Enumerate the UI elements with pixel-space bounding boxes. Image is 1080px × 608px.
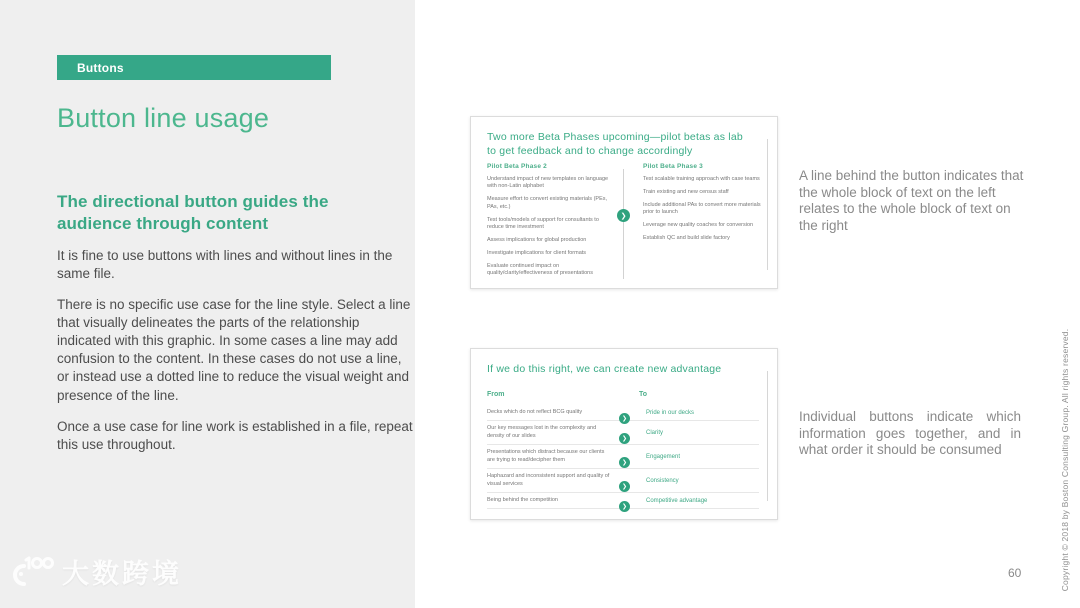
list-item: Test scalable training approach with case teams [643, 176, 760, 182]
body-paragraph: There is no specific use case for the line style. Select a line that visually delineates the parts of the relationship indicated with this graphic. In some cases a line may add confusion to the content. In these cases do not use a line, or instead use a dotted line to reduce the visual weight and presence of the line. [57, 297, 411, 403]
to-cell: Consistency [646, 477, 679, 484]
slide1-right-header: Pilot Beta Phase 3 [643, 163, 703, 170]
thumbnail-side-copyright-mark [767, 371, 768, 501]
list-item: Establish QC and build slide factory [643, 235, 730, 242]
directional-button-chevron-icon: ❯ [617, 209, 630, 222]
to-cell: Pride in our decks [646, 409, 695, 416]
to-cell: Clarity [646, 429, 664, 436]
list-item: Evaluate continued impact on quality/clarity/effectiveness of presentations [487, 262, 593, 277]
list-item: Investigate implications for client formats [487, 249, 587, 256]
from-cell: Presentations which distract because our clients are trying to read/decipher them [487, 449, 605, 463]
page-number: 60 [1008, 566, 1022, 580]
button-chevron-icon: ❯ [619, 481, 630, 492]
slide1-thumbnail [470, 116, 778, 289]
slide1-title: Two more Beta Phases upcoming—pilot betas as lab to get feedback and to change accordingly [487, 131, 743, 158]
thumbnail-side-copyright-mark [767, 139, 768, 270]
from-cell: Decks which do not reflect BCG quality [487, 409, 583, 415]
button-line [623, 169, 624, 279]
from-cell: Our key messages lost in the complexity and density of our slides [487, 425, 597, 439]
watermark [10, 552, 182, 591]
table-row [487, 445, 759, 469]
list-item: Assess implications for global production [487, 237, 587, 244]
table-row [487, 421, 759, 445]
annotation-line-button: A line behind the button indicates that the whole block of text on the left relates to the whole block of text on the right [799, 168, 1024, 233]
from-to-header-row [487, 391, 759, 398]
from-cell: Haphazard and inconsistent support and quality of visual services [487, 473, 610, 487]
slide1-column-left [487, 163, 615, 283]
slide1-column-right [643, 163, 761, 248]
from-to-rows [487, 405, 759, 509]
body-copy [57, 247, 415, 467]
list-item: Measure effort to convert existing materials (PEs, PAs, etc.) [487, 196, 608, 210]
page-title: Button line usage [57, 103, 270, 133]
table-row [487, 493, 759, 509]
button-chevron-icon: ❯ [619, 413, 630, 424]
annotation-individual-buttons: Individual buttons indicate which information goes together, and in what order it should be consumed [799, 409, 1021, 458]
list-item: Understand impact of new templates on language with non-Latin alphabet [487, 176, 609, 190]
slide2-title: If we do this right, we can create new advantage [487, 363, 722, 375]
page-subtitle: The directional button guides the audience through content [57, 192, 329, 233]
copyright-text: Copyright © 2018 by Boston Consulting Group. All rights reserved. [1060, 328, 1070, 592]
list-item: Train existing and new census staff [643, 188, 729, 195]
slide1-left-header: Pilot Beta Phase 2 [487, 163, 547, 170]
to-cell: Competitive advantage [646, 497, 708, 504]
body-paragraph: It is fine to use buttons with lines and without lines in the same file. [57, 248, 393, 282]
from-cell: Being behind the competition [487, 496, 558, 503]
button-chevron-icon: ❯ [619, 501, 630, 512]
slide2-thumbnail [470, 348, 778, 520]
watermark-logo-icon [10, 554, 56, 590]
table-row [487, 469, 759, 493]
to-header: To [639, 391, 648, 398]
left-panel [0, 0, 415, 608]
list-item: Include additional PAs to convert more materials prior to launch [643, 201, 761, 216]
from-header: From [487, 391, 505, 398]
table-row [487, 405, 759, 421]
button-chevron-icon: ❯ [619, 433, 630, 444]
to-cell: Engagement [646, 453, 681, 460]
list-item: Leverage new quality coaches for conversion [643, 222, 754, 229]
body-paragraph: Once a use case for line work is established in a file, repeat this use throughout. [57, 418, 413, 452]
section-tag-bar [57, 55, 331, 80]
button-chevron-icon: ❯ [619, 457, 630, 468]
section-tag-label: Buttons [77, 60, 124, 75]
watermark-label: 大数跨境 [62, 559, 182, 590]
list-item: Test tools/models of support for consultants to reduce time investment [487, 216, 599, 231]
